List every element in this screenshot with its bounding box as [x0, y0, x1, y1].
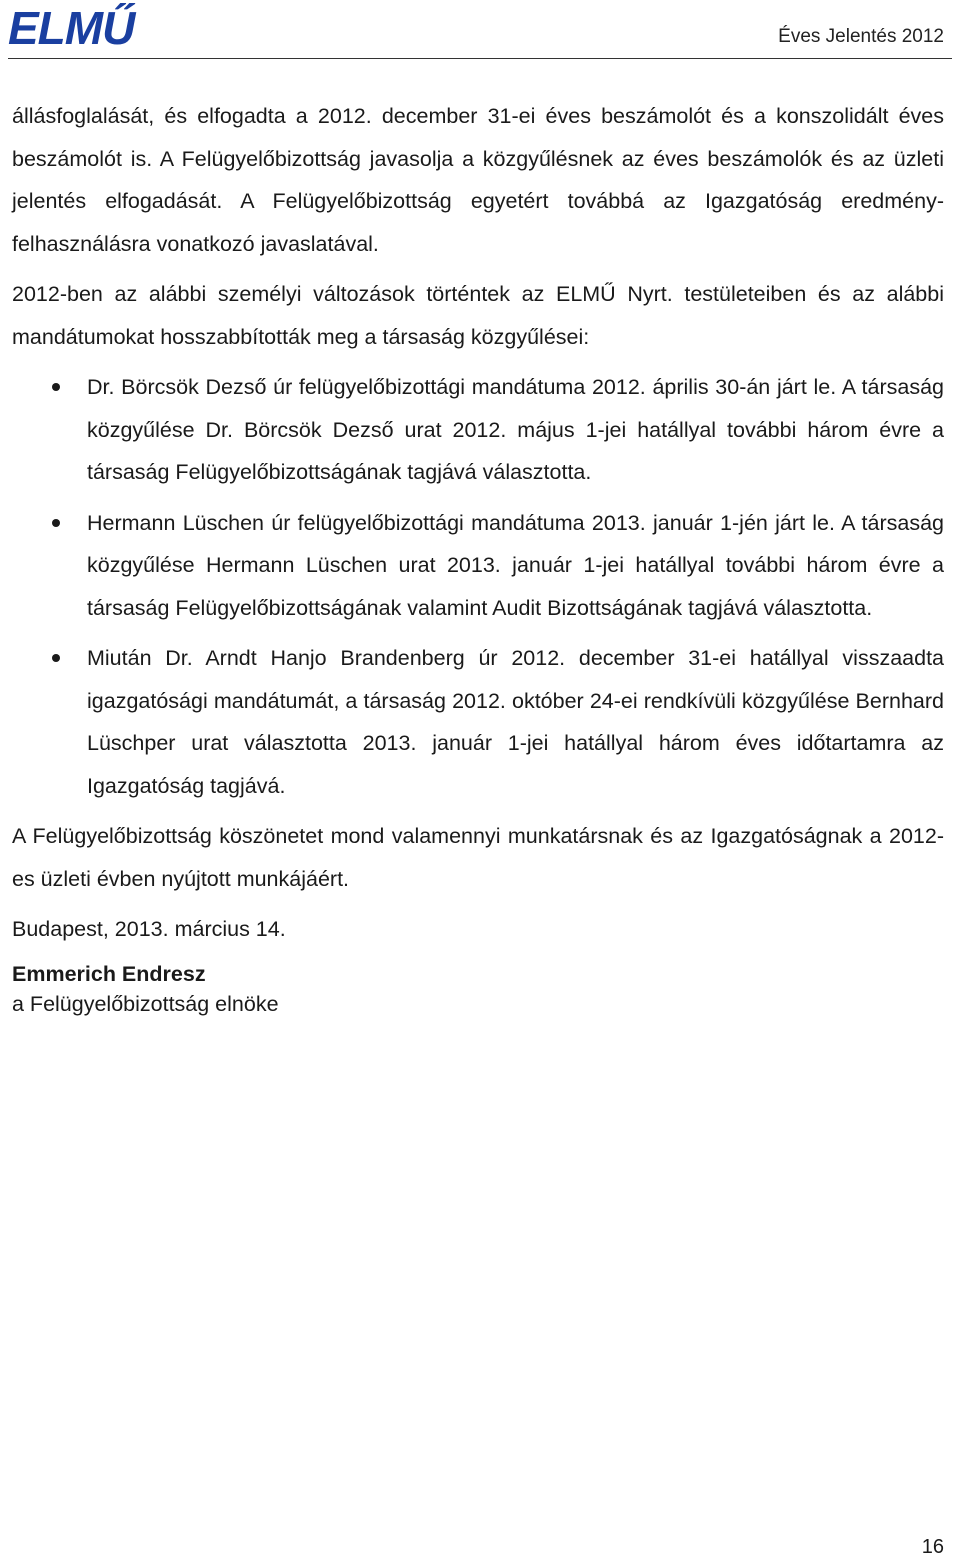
signature-block — [12, 959, 944, 1019]
place-and-date: Budapest, 2013. március 14. — [12, 917, 286, 941]
report-title: Éves Jelentés 2012 — [778, 26, 944, 47]
document-body — [12, 95, 944, 1019]
list-item — [12, 502, 944, 630]
bullet-icon — [52, 654, 60, 662]
page-header — [0, 0, 960, 62]
list-item-text: Hermann Lüschen úr felügyelőbizottági mandátuma 2013. január 1-jén járt le. A társaság közgyűlése Hermann Lüschen urat 2013. január 1-jei hatállyal további három évre a társaság Felügyelőbizottságának valamint Audit Bizottságának tagjává választotta. — [87, 510, 944, 620]
personnel-change-list — [12, 366, 944, 807]
header-divider — [8, 58, 952, 59]
signatory-name: Emmerich Endresz — [12, 961, 206, 986]
paragraph-approval: állásfoglalását, és elfogadta a 2012. december 31-ei éves beszámolót és a konszolidált éves beszámolót is. A Felügyelőbizottság javasolja a közgyűlésnek az éves beszámolók és az üzleti jelentés elfogadását. A Felügyelőbizottság egyetért továbbá az Igazgatóság eredmény-felhasználásra vonatkozó javaslatával. — [12, 104, 944, 256]
paragraph-thanks: A Felügyelőbizottság köszönetet mond valamennyi munkatársnak és az Igazgatóságnak a 2012-es üzleti évben nyújtott munkájáért. — [12, 824, 944, 891]
bullet-icon — [52, 383, 60, 391]
list-item — [12, 366, 944, 494]
list-item — [12, 637, 944, 807]
list-item-text: Miután Dr. Arndt Hanjo Brandenberg úr 2012. december 31-ei hatállyal visszaadta igazgatósági mandátumát, a társaság 2012. október 24-ei rendkívüli közgyűlése Bernhard Lüschper urat választotta 2013. január 1-jei hatállyal három éves időtartamra az Igazgatóság tagjává. — [87, 646, 944, 798]
page-number: 16 — [921, 1536, 944, 1558]
list-item-text: Dr. Börcsök Dezső úr felügyelőbizottági mandátuma 2012. április 30-án járt le. A társaság közgyűlése Dr. Börcsök Dezső urat 2012. május 1-jei hatállyal további három évre a társaság Felügyelőbizottságának tagjává választotta. — [87, 375, 944, 484]
bullet-icon — [52, 519, 60, 527]
paragraph-personnel-changes: 2012-ben az alábbi személyi változások történtek az ELMŰ Nyrt. testületeiben és az alábbi mandátumokat hosszabbították meg a társaság közgyűlései: — [12, 282, 944, 349]
signatory-role: a Felügyelőbizottság elnöke — [12, 991, 279, 1016]
elmu-logo: ELMŰ — [8, 2, 135, 54]
